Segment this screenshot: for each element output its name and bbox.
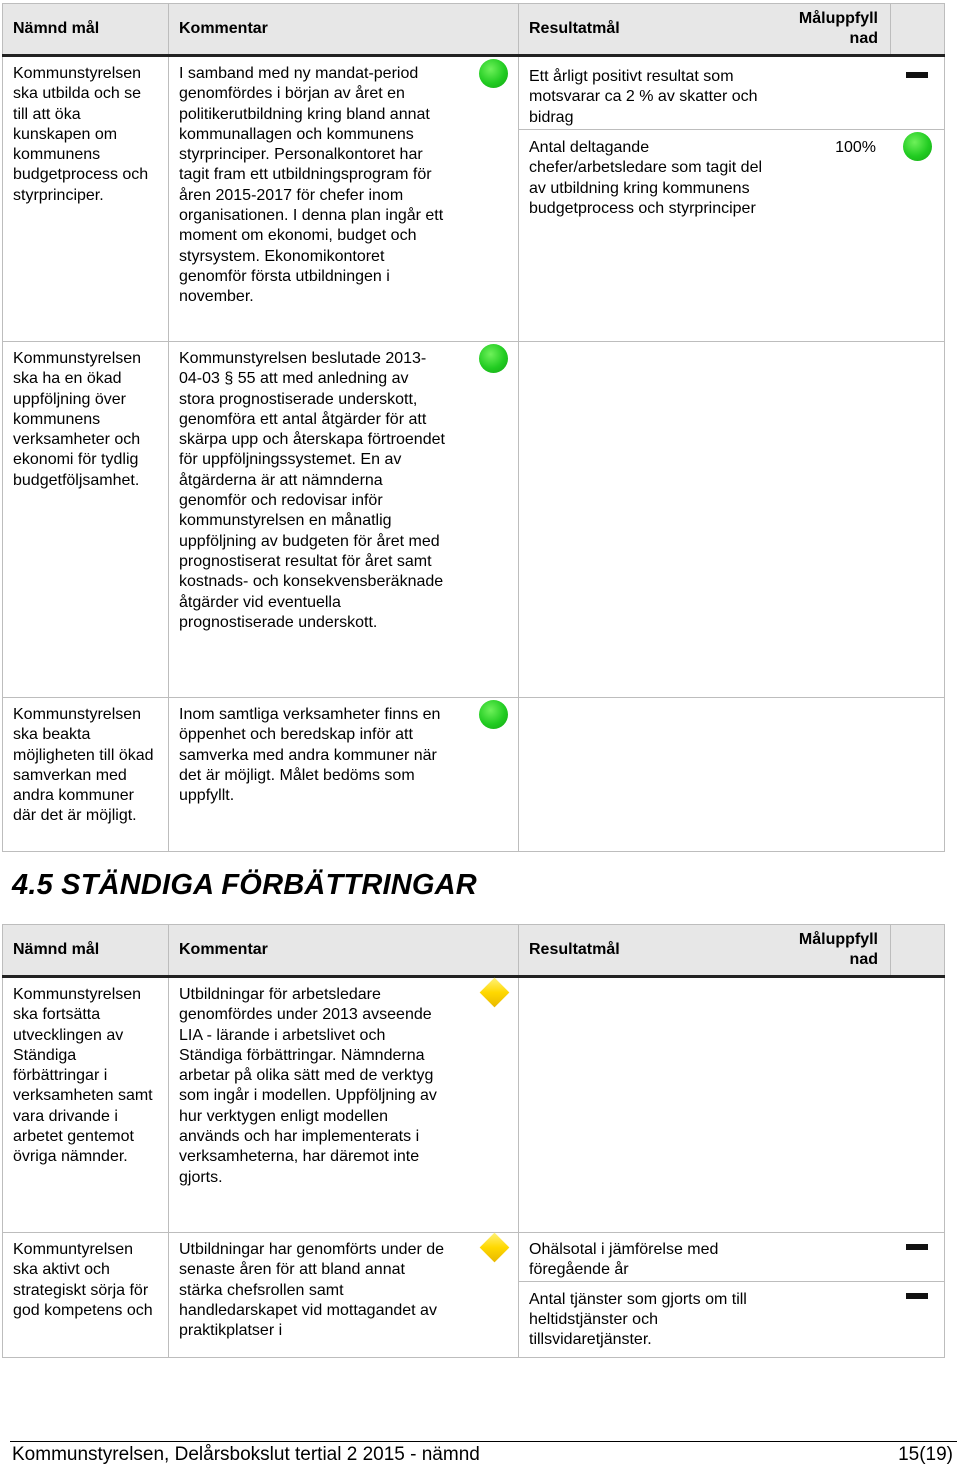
header-comment: Kommentar <box>169 4 519 56</box>
status-cell <box>455 698 519 852</box>
goal-cell: Kommunstyrelsen ska fortsätta utvecklingen av Ständiga förbättringar i verksamheten samt vara drivande i arbetet gentemot övriga nämnder. <box>3 977 169 1233</box>
result-item <box>519 57 944 129</box>
table-row <box>3 1233 945 1358</box>
table-row <box>3 342 945 698</box>
comment-cell: Inom samtliga verksamheter finns en öppenhet och beredskap inför att samverka med andra kommuner när det är möjligt. Målet bedöms som uppfyllt. <box>169 698 455 852</box>
table-row <box>3 56 945 342</box>
dash-icon <box>906 1293 928 1299</box>
dash-icon <box>906 1244 928 1250</box>
comment-cell: Utbildningar har genomförts under de senaste åren för att bland annat stärka chefsrollen samt handledarskapet vid mottagandet av praktikplatser i <box>169 1233 455 1358</box>
footer-page-number: 15(19) <box>898 1444 953 1465</box>
header-fulfilment <box>891 925 945 977</box>
header-fulfilment-label: Måluppfyll nad <box>798 931 878 968</box>
status-cell <box>455 1233 519 1358</box>
goal-cell: Kommunstyrelsen ska utbilda och se till att öka kunskapen om kommunens budgetprocess och styrprinciper. <box>3 56 169 342</box>
result-cell <box>519 342 945 698</box>
green-status-icon <box>479 59 508 88</box>
status-cell <box>455 56 519 342</box>
green-status-icon <box>479 344 508 373</box>
yellow-status-icon <box>480 1233 510 1263</box>
result-text: Ohälsotal i jämförelse med föregående år <box>529 1241 719 1279</box>
dash-icon <box>906 72 928 78</box>
header-fulfilment <box>891 4 945 56</box>
comment-cell: I samband med ny mandat-period genomfördes i början av året en politikerutbildning kring bland annat kommunallagen och kommunens styrprinciper. Personalkontoret har tagit fram ett utbildningsprogram för åren 2015-2017 för chefer inom organisationen. I denna plan ingår ett moment om ekonomi, budget och styrsystem. Ekonomikontoret genomför första utbildningen i november. <box>169 56 455 342</box>
footer-document-title: Kommunstyrelsen, Delårsbokslut tertial 2 2015 - nämnd <box>12 1444 480 1465</box>
header-comment: Kommentar <box>169 925 519 977</box>
result-text: Antal deltagande chefer/arbetsledare som tagit del av utbildning kring kommunens budgetprocess och styrprinciper <box>529 139 763 217</box>
table-row <box>3 977 945 1233</box>
comment-cell: Utbildningar för arbetsledare genomfördes under 2013 avseende LIA - lärande i arbetslivet och Ständiga förbättringar. Nämnderna arbetar på olika sätt med de verktyg som ingår i modellen. Uppföljning av hur verktygen enligt modellen används och har implementerats i verksamheterna, har däremot inte gjorts. <box>169 977 455 1233</box>
result-cell <box>519 1233 945 1358</box>
header-goal: Nämnd mål <box>3 925 169 977</box>
result-cell <box>519 977 945 1233</box>
result-value: 100% <box>835 139 876 156</box>
green-status-icon <box>479 700 508 729</box>
result-cell <box>519 56 945 342</box>
status-cell <box>455 977 519 1233</box>
header-fulfilment-label: Måluppfyll nad <box>798 10 878 47</box>
table-row <box>3 698 945 852</box>
goals-table-1 <box>2 3 945 852</box>
result-item <box>519 1281 944 1351</box>
result-text: Ett årligt positivt resultat som motsvarar ca 2 % av skatter och bidrag <box>529 68 758 126</box>
header-result: Resultatmål <box>519 925 891 977</box>
goal-cell: Kommunstyrelsen ska ha en ökad uppföljning över kommunens verksamheter och ekonomi för tydlig budgetföljsamhet. <box>3 342 169 698</box>
yellow-status-icon <box>480 978 510 1008</box>
comment-cell: Kommunstyrelsen beslutade 2013-04-03 § 55 att med anledning av stora prognostiserade underskott, genomföra ett antal åtgärder för att skärpa upp och återskapa förtroendet för uppföljningssystemet. En av åtgärderna är att nämnderna genomför och redovisar inför kommunstyrelsen en månatlig uppföljning av budgeten för året med prognostiserat resultat för året samt kostnads- och konsekvensberäknade åtgärder vid eventuella prognostiserade underskott. <box>169 342 455 698</box>
result-item <box>519 129 944 219</box>
header-goal: Nämnd mål <box>3 4 169 56</box>
status-cell <box>455 342 519 698</box>
header-result: Resultatmål <box>519 4 891 56</box>
result-item <box>519 1233 944 1281</box>
goal-cell: Kommunstyrelsen ska beakta möjligheten till ökad samverkan med andra kommuner där det är möjligt. <box>3 698 169 852</box>
result-text: Antal tjänster som gjorts om till heltidstjänster och tillsvidaretjänster. <box>529 1290 747 1349</box>
section-title: 4.5 STÄNDIGA FÖRBÄTTRINGAR <box>12 869 477 901</box>
goal-cell: Kommuntyrelsen ska aktivt och strategiskt sörja för god kompetens och <box>3 1233 169 1358</box>
result-cell <box>519 698 945 852</box>
footer-divider <box>10 1441 957 1442</box>
green-status-icon <box>903 132 932 161</box>
goals-table-2 <box>2 924 945 1358</box>
